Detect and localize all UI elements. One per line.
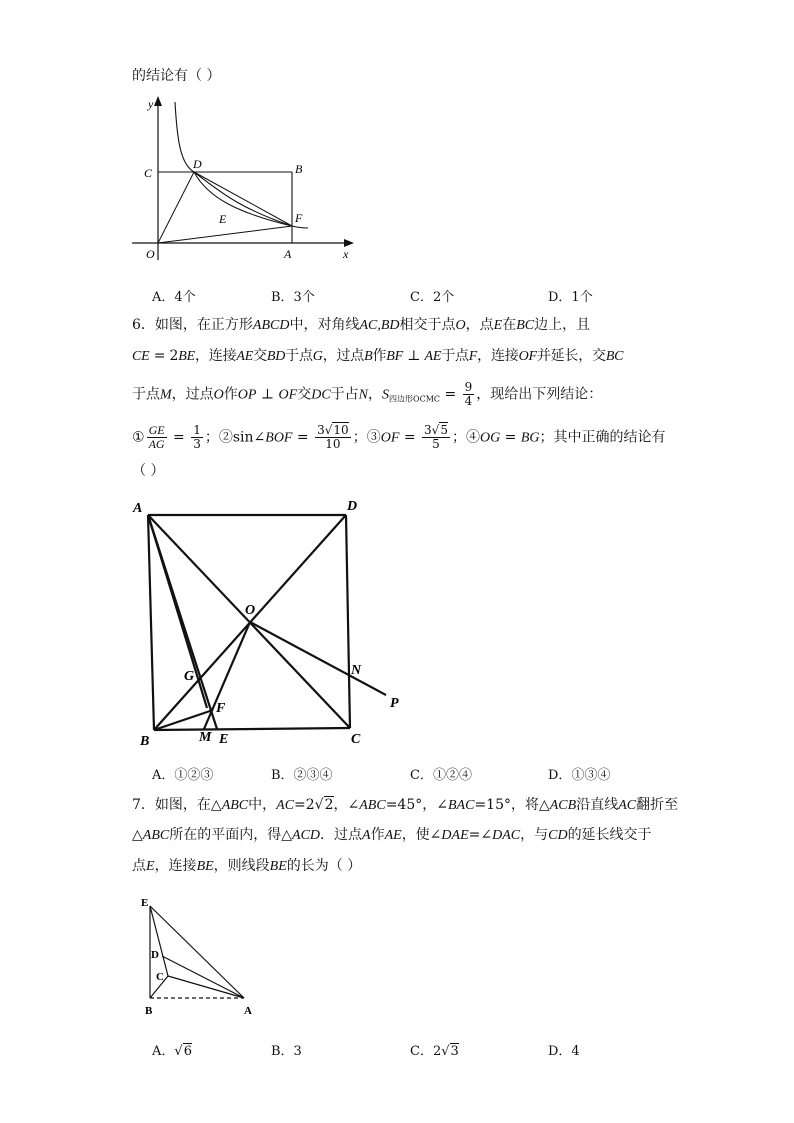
label-C: C xyxy=(144,166,153,180)
q5-stem-tail: 的结论有（ ） xyxy=(132,68,221,84)
q6-stem-line-2: CE = 2BE，连接AE交BD于点G，过点B作BF ⊥ AE于点F，连接OF并延长，交BC xyxy=(132,348,624,364)
q6-stem-line-1: 6．如图，在正方形ABCD中，对角线AC,BD相交于点O，点E在BC边上，且 xyxy=(132,317,591,333)
label-F: F xyxy=(295,211,303,225)
q5-option-c[interactable]: C．2个 xyxy=(410,290,455,305)
label-D: D xyxy=(151,949,159,961)
q7-stem-line-1: 7．如图，在△ABC中，AC=2√2，∠ABC=45°，∠BAC=15°，将△ACB沿直线AC翻折至 xyxy=(132,797,679,813)
label-B: B xyxy=(295,162,303,176)
y-axis-arrow-icon xyxy=(154,96,162,106)
q7-stem-line-2: △ABC所在的平面内，得△ACD．过点A作AE，使∠DAE=∠DAC，与CD的延长线交于 xyxy=(132,827,652,843)
q7-option-a[interactable]: A．√6 xyxy=(152,1044,192,1059)
q6-option-c[interactable]: C．①②④ xyxy=(410,768,472,783)
q6-answer-bracket: （ ） xyxy=(132,463,165,479)
label-N: N xyxy=(351,663,362,678)
label-A: A xyxy=(284,247,292,261)
x-axis-arrow-icon xyxy=(344,239,354,247)
label-C: C xyxy=(351,732,361,747)
label-x: x xyxy=(343,247,349,261)
label-E: E xyxy=(141,897,149,909)
label-O: O xyxy=(245,603,256,618)
q5-option-a[interactable]: A．4个 xyxy=(152,290,196,305)
q5-option-b[interactable]: B．3个 xyxy=(271,290,315,305)
fraction-nine-fourths: $\frac{9}{4}$ xyxy=(464,380,473,408)
q6-option-b[interactable]: B．②③④ xyxy=(271,768,333,783)
label-G: G xyxy=(184,669,195,684)
label-E: E xyxy=(219,732,229,747)
label-D: D xyxy=(193,157,202,171)
q7-stem-line-3: 点E，连接BE，则线段BE的长为（ ） xyxy=(132,858,362,874)
label-E: E xyxy=(219,212,227,226)
label-y: y xyxy=(148,97,154,111)
q5-figure xyxy=(128,88,360,264)
q7-option-d[interactable]: D．4 xyxy=(548,1044,580,1059)
q5-option-d[interactable]: D．1个 xyxy=(548,290,593,305)
q6-option-a[interactable]: A．①②③ xyxy=(152,768,214,783)
q7-figure xyxy=(138,892,268,1022)
q6-conclusions-line: ① $\frac{GE}{AG}$ = $\frac{1}{3}$ ；②sin∠BOF = $\frac{3√10}{10}$ ；③OF = $\frac{3√5}{5}$ ；④OG = BG；其中正确的结论有 xyxy=(132,423,666,451)
label-M: M xyxy=(199,730,212,745)
label-B: B xyxy=(145,1005,153,1017)
label-C: C xyxy=(156,971,164,983)
label-P: P xyxy=(390,696,399,711)
label-B: B xyxy=(140,734,150,749)
label-F: F xyxy=(216,701,226,716)
label-D: D xyxy=(347,499,358,514)
q6-option-d[interactable]: D．①③④ xyxy=(548,768,611,783)
q6-figure xyxy=(128,490,418,750)
q6-stem-line-3: 于点M，过点O作OP ⊥ OF交DC于占N，$S_{四边形OCMC}$ = $\frac{9}{4}$ ，现给出下列结论： xyxy=(132,380,603,408)
q7-option-c[interactable]: C．2√3 xyxy=(410,1044,459,1059)
label-A: A xyxy=(244,1005,252,1017)
q7-option-b[interactable]: B．3 xyxy=(271,1044,302,1059)
label-O: O xyxy=(146,247,155,261)
label-A: A xyxy=(133,501,143,516)
